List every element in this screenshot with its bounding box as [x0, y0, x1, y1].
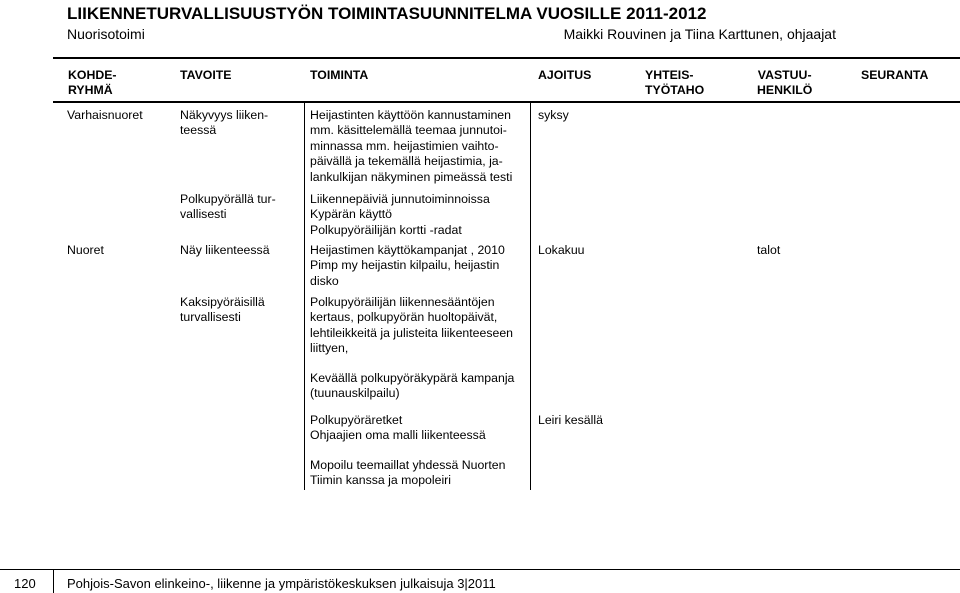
document-title: LIIKENNETURVALLISUUSTYÖN TOIMINTASUUNNITELMA VUOSILLE 2011-2012 [67, 4, 707, 23]
action-cell: Liikennepäiviä junnutoiminnoissa Kypärän käyttö Polkupyöräilijän kortti -radat [310, 192, 490, 237]
footer-rule [0, 569, 960, 570]
column-header-partner: YHTEIS- TYÖTAHO [645, 68, 705, 98]
authors-label: Maikki Rouvinen ja Tiina Karttunen, ohjaajat [563, 26, 836, 42]
timing-cell: Lokakuu [538, 243, 585, 257]
column-header-follow-up: SEURANTA [861, 68, 929, 82]
column-divider-goal-action [304, 101, 305, 490]
action-cell: Mopoilu teemaillat yhdessä Nuorten Tiimin kanssa ja mopoleiri [310, 458, 506, 488]
target-group-cell: Varhaisnuoret [67, 108, 143, 122]
action-cell: Keväällä polkupyöräkypärä kampanja (tuunauskilpailu) [310, 371, 515, 401]
column-header-goal: TAVOITE [180, 68, 232, 82]
goal-cell: Näkyvyys liiken- teessä [180, 108, 269, 138]
goal-cell: Näy liikenteessä [180, 243, 270, 257]
footer-divider [53, 569, 54, 593]
department-label: Nuorisotoimi [67, 26, 145, 42]
publication-footer: Pohjois-Savon elinkeino-, liikenne ja ympäristökeskuksen julkaisuja 3|2011 [67, 576, 496, 591]
column-divider-action-timing [530, 101, 531, 490]
responsible-cell: talot [757, 243, 781, 257]
action-cell: Polkupyöräilijän liikennesääntöjen kertaus, polkupyörän huoltopäivät, lehtileikkeitä ja julisteita liikenteeseen liittyen, [310, 295, 514, 356]
column-header-action: TOIMINTA [310, 68, 369, 82]
goal-cell: Polkupyörällä tur- vallisesti [180, 192, 276, 222]
column-header-timing: AJOITUS [538, 68, 592, 82]
column-header-responsible: VASTUU- HENKILÖ [757, 68, 813, 98]
action-cell: Heijastimen käyttökampanjat , 2010 Pimp my heijastin kilpailu, heijastin disko [310, 243, 505, 288]
action-cell: Heijastinten käyttöön kannustaminen mm. käsittelemällä teemaa junnutoi- minnassa mm. heijastimien vaihto- päivällä ja tekemällä heijastimia, ja- lankulkijan näkyminen pimeässä testi [310, 108, 513, 184]
target-group-cell: Nuoret [67, 243, 104, 257]
column-header-target-group: KOHDE- RYHMÄ [68, 68, 117, 98]
action-cell: Polkupyöräretket Ohjaajien oma malli liikenteessä [310, 413, 486, 443]
table-top-rule [53, 57, 960, 59]
timing-cell: Leiri kesällä [538, 413, 603, 427]
timing-cell: syksy [538, 108, 569, 122]
page-number: 120 [14, 576, 36, 591]
goal-cell: Kaksipyöräisillä turvallisesti [180, 295, 265, 325]
table-header-rule [53, 101, 960, 103]
